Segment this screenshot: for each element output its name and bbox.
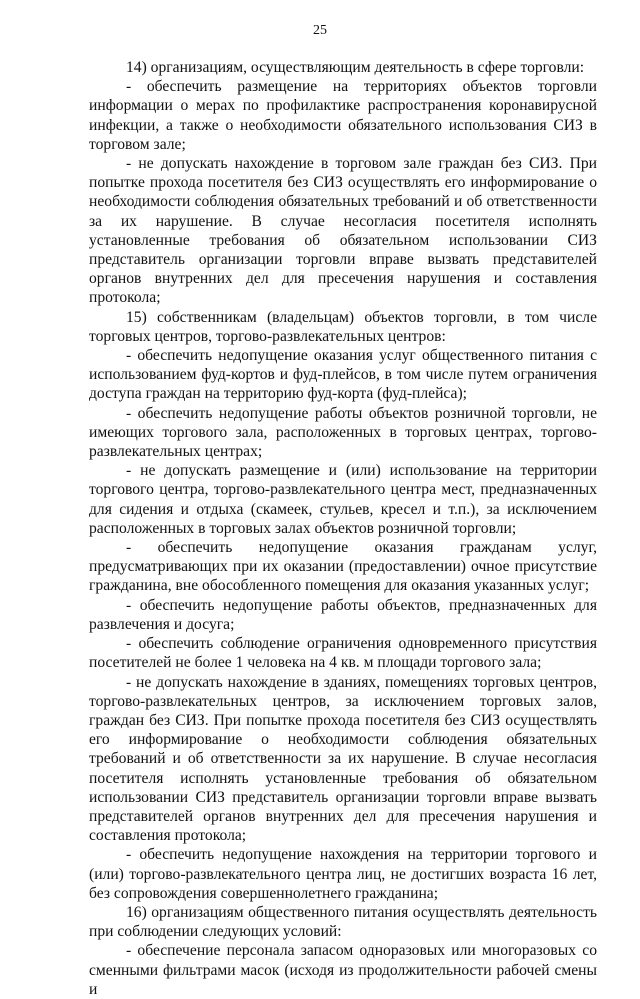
document-body xyxy=(89,58,597,999)
paragraph-bullet: - обеспечение персонала запасом одноразовых или многоразовых со сменными фильтрами масок (исходя из продолжительности рабочей смены и xyxy=(89,942,597,998)
paragraph-bullet: - обеспечить недопущение работы объектов розничной торговли, не имеющих торгового зала, расположенных в торговых центрах, торгово-развлекательных центрах; xyxy=(89,404,597,461)
paragraph-bullet: - обеспечить размещение на территориях объектов торговли информации о мерах по профилактике распространения коронавирусной инфекции, а также о необходимости обязательного использования СИЗ в торговом зале; xyxy=(89,78,597,153)
paragraph-bullet: - не допускать размещение и (или) использование на территории торгового центра, торгово-развлекательного центра мест, предназначенных для сидения и отдыха (скамеек, стульев, кресел и т.п.), за исключением расположенных в торговых залах объектов розничной торговли; xyxy=(89,462,597,537)
paragraph-item-16: 16) организациям общественного питания осуществлять деятельность при соблюдении следующих условий: xyxy=(89,903,597,941)
paragraph-item-14: 14) организациям, осуществляющим деятельность в сфере торговли: xyxy=(126,59,585,76)
paragraph-bullet: - обеспечить недопущение работы объектов, предназначенных для развлечения и досуга; xyxy=(89,596,597,633)
paragraph-bullet: - обеспечить недопущение оказания гражданам услуг, предусматривающих при их оказании (предоставлении) очное присутствие гражданина, вне обособленного помещения для оказания указанных услуг; xyxy=(89,539,597,595)
paragraph-item-15: 15) собственникам (владельцам) объектов торговли, в том числе торговых центров, торгово-развлекательных центров: xyxy=(89,308,597,345)
paragraph-bullet: - обеспечить недопущение нахождения на территории торгового и (или) торгово-развлекательного центра лиц, не достигших возраста 16 лет, без сопровождения совершеннолетнего гражданина; xyxy=(89,846,597,902)
paragraph-bullet: - не допускать нахождение в торговом зале граждан без СИЗ. При попытке прохода посетителя без СИЗ осуществлять его информирование о необходимости соблюдения обязательных требований и об ответственности за их нарушение. В случае несогласия посетителя исполнять установленные требования об обязательном использовании СИЗ представитель организации торговли вправе вызвать представителей органов внутренних дел для пресечения нарушения и составления протокола; xyxy=(89,155,597,307)
page-number: 25 xyxy=(313,23,327,38)
paragraph-bullet: - не допускать нахождение в зданиях, помещениях торговых центров, торгово-развлекательных центров, за исключением торговых залов, граждан без СИЗ. При попытке прохода посетителя без СИЗ осуществлять его информирование о необходимости соблюдения обязательных требований и об ответственности за их нарушение. В случае несогласия посетителя исполнять установленные требования об обязательном использовании СИЗ представитель организации торговли вправе вызвать представителей органов внутренних дел для пресечения нарушения и составления протокола; xyxy=(89,673,597,845)
paragraph-bullet: - обеспечить недопущение оказания услуг общественного питания с использованием фуд-кортов и фуд-плейсов, в том числе путем ограничения доступа граждан на территорию фуд-корта (фуд-плейса); xyxy=(89,347,597,403)
paragraph-bullet: - обеспечить соблюдение ограничения одновременного присутствия посетителей не более 1 человека на 4 кв. м площади торгового зала; xyxy=(89,635,597,672)
